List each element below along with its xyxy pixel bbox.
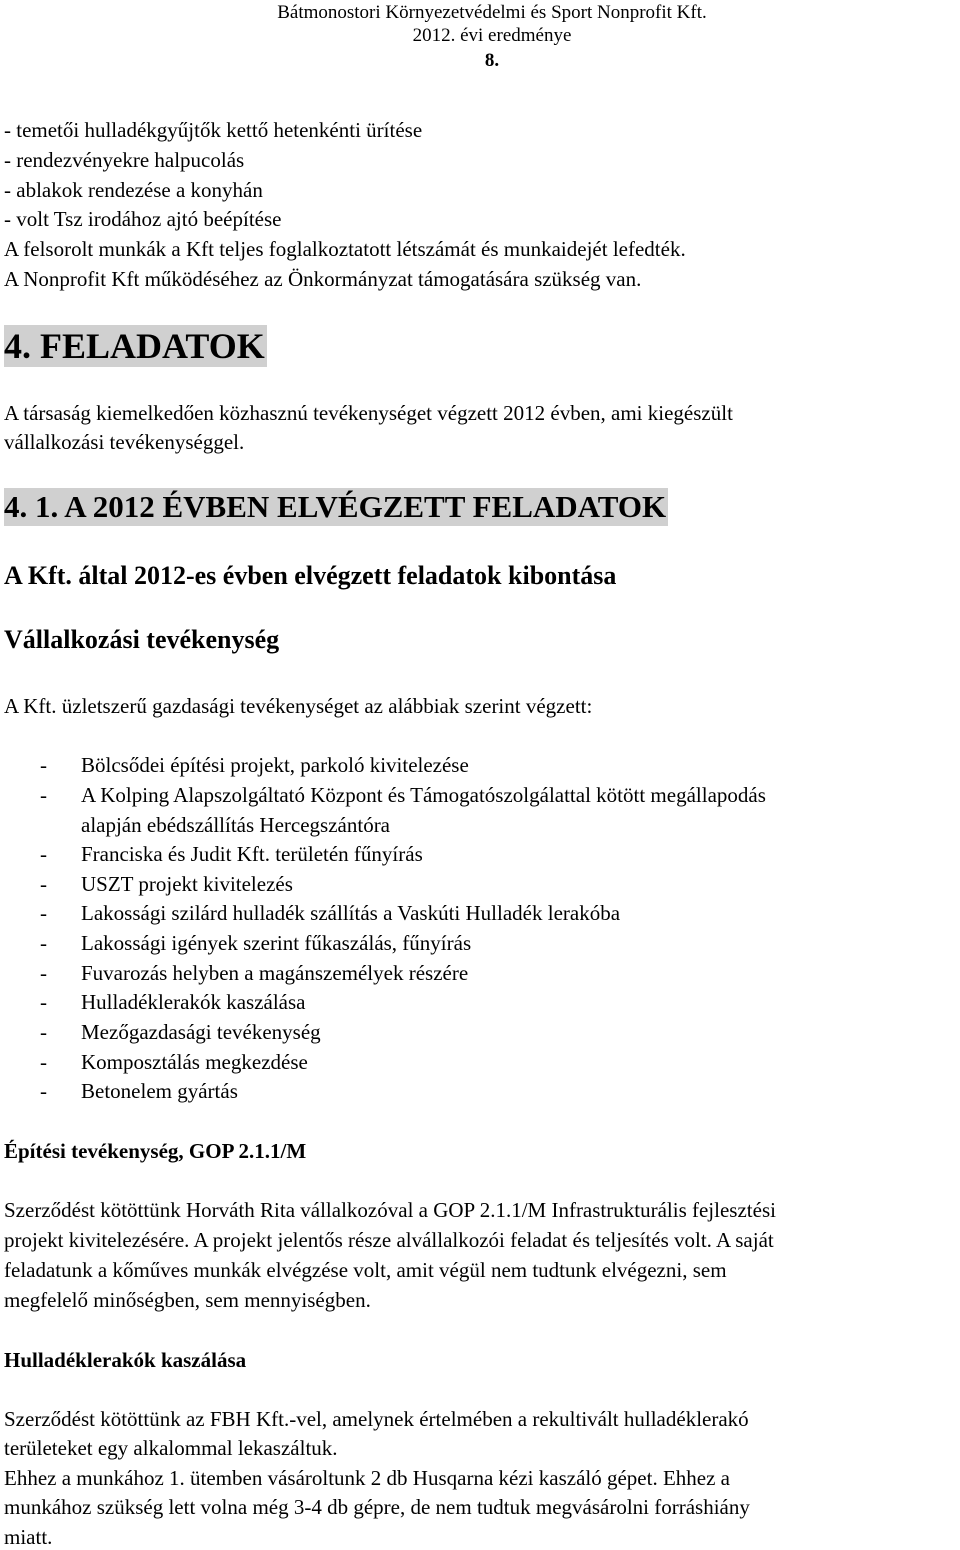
list-item-text: Mezőgazdasági tevékenység (81, 1020, 321, 1044)
gop-text: feladatunk a kőműves munkák elvégzése volt, amit végül nem tudtunk elvégezni, sem (4, 1258, 727, 1282)
kaszalas-text: Ehhez a munkához 1. ütemben vásároltunk 2 db Husqarna kézi kaszáló gépet. Ehhez a (4, 1466, 730, 1490)
list-item-text: alapján ebédszállítás Hercegszántóra (81, 813, 391, 837)
page-number: 8. (484, 50, 500, 71)
list-dash: - (40, 1020, 47, 1044)
list-item-text: Betonelem gyártás (81, 1079, 238, 1103)
section-41-title: 4. 1. A 2012 ÉVBEN ELVÉGZETT FELADATOK (4, 489, 667, 524)
header-org: Bátmonostori Környezetvédelmi és Sport Nonprofit Kft. (277, 2, 707, 23)
kaszalas-text: területeket egy alkalommal lekaszáltuk. (4, 1436, 338, 1460)
kaszalas-text: miatt. (4, 1525, 53, 1549)
list-item-text: Komposztálás megkezdése (81, 1050, 308, 1074)
list-dash: - (40, 901, 47, 925)
gop-text: projekt kivitelezésére. A projekt jelentős része alvállalkozói feladat és teljesítés volt. A saját (4, 1228, 774, 1252)
list-item-text: Bölcsődei építési projekt, parkoló kivitelezése (81, 753, 469, 777)
kaszalas-heading: Hulladéklerakók kaszálása (4, 1348, 247, 1372)
list-item-text: Franciska és Judit Kft. területén fűnyírás (81, 842, 423, 866)
section-4-title: 4. FELADATOK (4, 326, 265, 366)
list-dash: - (40, 990, 47, 1014)
list-dash: - (40, 961, 47, 985)
list-dash: - (40, 931, 47, 955)
list-dash: - (40, 753, 47, 777)
list-dash: - (40, 872, 47, 896)
list-item-text: A Kolping Alapszolgáltató Központ és Támogatószolgálattal kötött megállapodás (81, 783, 766, 807)
list-item-text: Fuvarozás helyben a magánszemélyek részére (81, 961, 469, 985)
gop-text: megfelelő minőségben, sem mennyiségben. (4, 1288, 371, 1312)
section-41-subtitle: A Kft. által 2012-es évben elvégzett feladatok kibontása (4, 561, 617, 590)
gop-text: Szerződést kötöttünk Horváth Rita vállalkozóval a GOP 2.1.1/M Infrastrukturális fejlesztési (4, 1198, 776, 1222)
intro-line: - temetői hulladékgyűjtők kettő hetenkénti ürítése (4, 118, 423, 142)
kaszalas-text: Szerződést kötöttünk az FBH Kft.-vel, amelynek értelmében a rekultivált hulladéklerakó (4, 1407, 749, 1431)
header-subtitle: 2012. évi eredménye (412, 25, 572, 46)
gop-heading: Építési tevékenység, GOP 2.1.1/M (4, 1139, 307, 1163)
list-item-text: Lakossági igények szerint fűkaszálás, fűnyírás (81, 931, 472, 955)
list-dash: - (40, 783, 47, 807)
list-item-text: USZT projekt kivitelezés (81, 872, 293, 896)
list-dash: - (40, 1079, 47, 1103)
intro-line: A felsorolt munkák a Kft teljes foglalkoztatott létszámát és munkaidejét lefedték. (4, 237, 686, 261)
section-4-text: A társaság kiemelkedően közhasznú tevékenységet végzett 2012 évben, ami kiegészült (4, 401, 733, 425)
section-41-lead: A Kft. üzletszerű gazdasági tevékenységet az alábbiak szerint végzett: (4, 694, 593, 718)
list-dash: - (40, 842, 47, 866)
intro-line: A Nonprofit Kft működéséhez az Önkormányzat támogatására szükség van. (4, 267, 642, 291)
intro-line: - rendezvényekre halpucolás (4, 148, 245, 172)
kaszalas-text: munkához szükség lett volna még 3-4 db gépre, de nem tudtuk megvásárolni forráshiány (4, 1495, 750, 1519)
intro-line: - volt Tsz irodához ajtó beépítése (4, 207, 282, 231)
list-item-text: Hulladéklerakók kaszálása (81, 990, 306, 1014)
section-4-text: vállalkozási tevékenységgel. (4, 430, 245, 454)
list-dash: - (40, 1050, 47, 1074)
intro-line: - ablakok rendezése a konyhán (4, 178, 263, 202)
list-item-text: Lakossági szilárd hulladék szállítás a Vaskúti Hulladék lerakóba (81, 901, 621, 925)
section-41-subhead: Vállalkozási tevékenység (4, 625, 280, 654)
